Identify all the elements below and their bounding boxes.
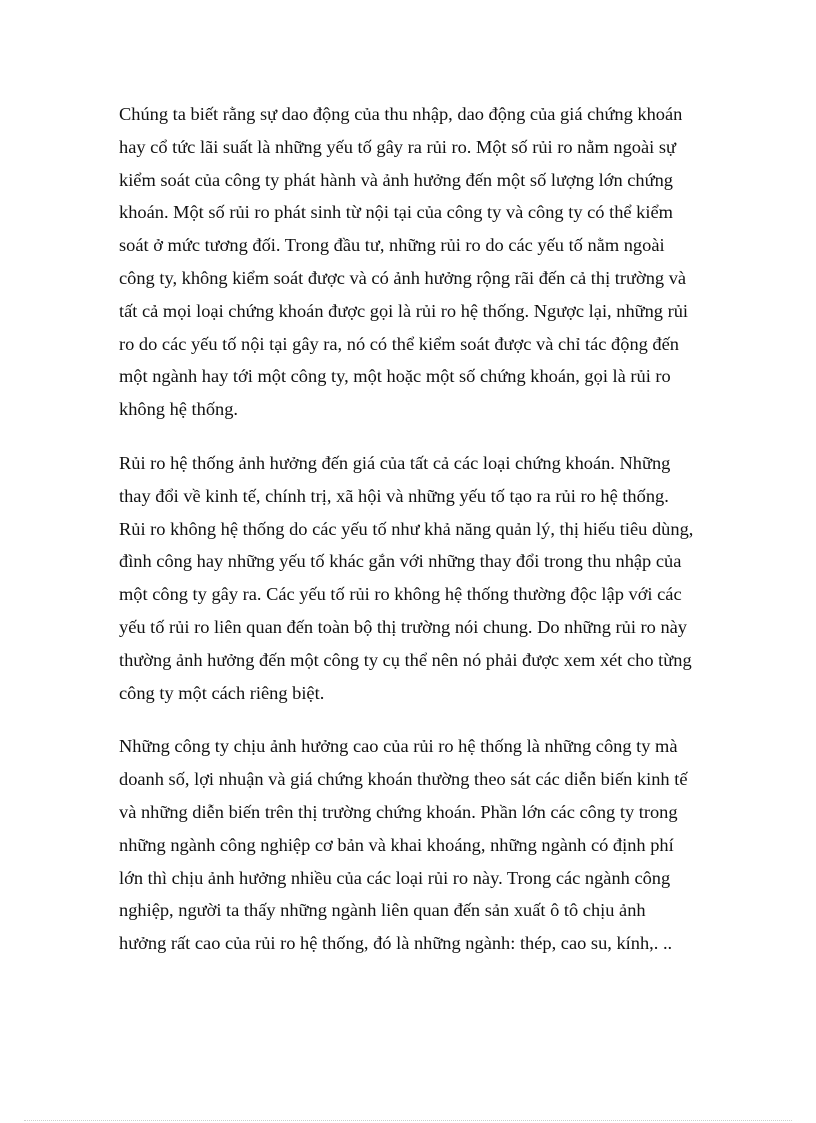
paragraph-3: Những công ty chịu ảnh hưởng cao của rủi ro hệ thống là những công ty mà doanh số, lợi nhuận và giá chứng khoán thường theo sát các diễn biến kinh tế và những diễn biến trên thị trường chứng khoán. Phần lớn các công ty trong những ngành công nghiệp cơ bản và khai khoáng, những ngành có định phí lớn thì chịu ảnh hưởng nhiều của các loại rủi ro này. Trong các ngành công nghiệp, người ta thấy những ngành liên quan đến sản xuất ô tô chịu ảnh hưởng rất cao của rủi ro hệ thống, đó là những ngành: thép, cao su, kính,. .. xyxy=(119,736,688,954)
page-bottom-border xyxy=(24,1120,792,1121)
paragraph-2: Rủi ro hệ thống ảnh hưởng đến giá của tất cả các loại chứng khoán. Những thay đổi về kinh tế, chính trị, xã hội và những yếu tố tạo ra rủi ro hệ thống. Rủi ro không hệ thống do các yếu tố như khả năng quản lý, thị hiếu tiêu dùng, đình công hay những yếu tố khác gắn với những thay đổi trong thu nhập của một công ty gây ra. Các yếu tố rủi ro không hệ thống thường độc lập với các yếu tố rủi ro liên quan đến toàn bộ thị trường nói chung. Do những rủi ro này thường ảnh hưởng đến một công ty cụ thể nên nó phải được xem xét cho từng công ty một cách riêng biệt. xyxy=(119,452,694,703)
document-body xyxy=(119,98,695,960)
paragraph-1: Chúng ta biết rằng sự dao động của thu nhập, dao động của giá chứng khoán hay cổ tức lãi suất là những yếu tố gây ra rủi ro. Một số rủi ro nằm ngoài sự kiểm soát của công ty phát hành và ảnh hưởng đến một số lượng lớn chứng khoán. Một số rủi ro phát sinh từ nội tại của công ty và công ty có thể kiểm soát ở mức tương đối. Trong đầu tư, những rủi ro do các yếu tố nằm ngoài công ty, không kiểm soát được và có ảnh hưởng rộng rãi đến cả thị trường và tất cả mọi loại chứng khoán được gọi là rủi ro hệ thống. Ngược lại, những rủi ro do các yếu tố nội tại gây ra, nó có thể kiểm soát được và chỉ tác động đến một ngành hay tới một công ty, một hoặc một số chứng khoán, gọi là rủi ro không hệ thống. xyxy=(119,104,689,420)
